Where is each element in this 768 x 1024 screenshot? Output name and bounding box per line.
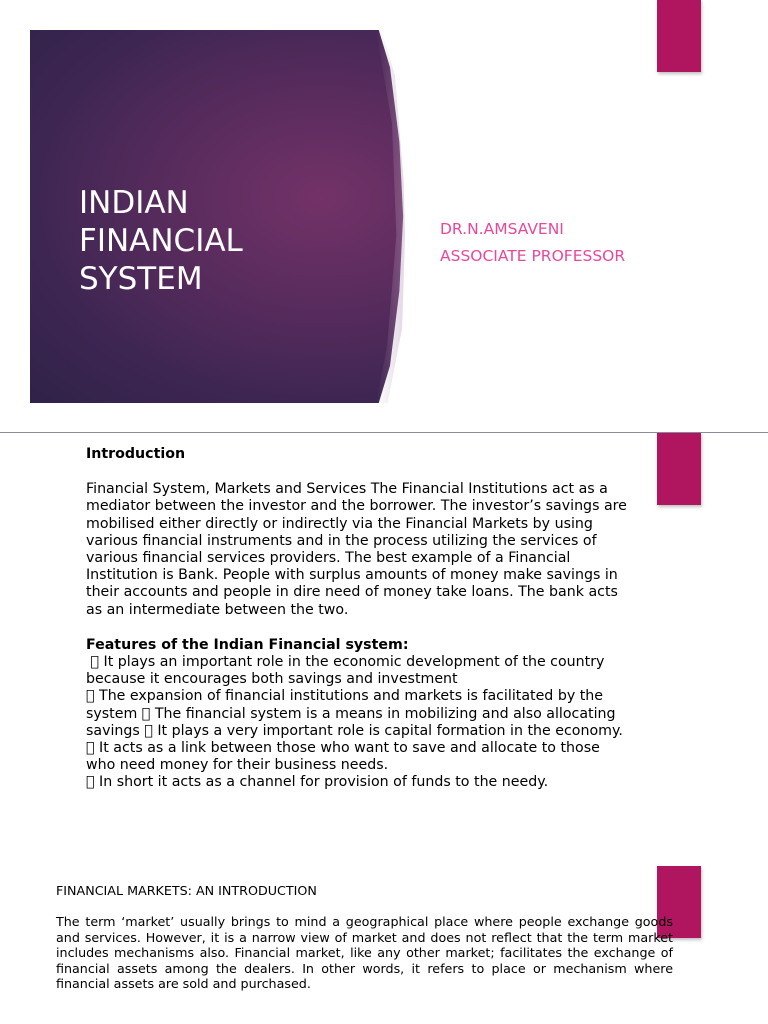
feature-line: system The financial system is a means in mobilizing and also allocating bbox=[86, 705, 603, 722]
feature-line: savings It plays a very important role is capital formation in the economy. bbox=[86, 722, 610, 739]
author-name: DR.N.AMSAVENI bbox=[440, 220, 564, 238]
page-divider bbox=[0, 432, 768, 433]
feature-line: It acts as a link between those who want to save and allocate to those bbox=[86, 740, 587, 757]
financial-markets-paragraph: The term ‘market’ usually brings to mind a geographical place where people exchange goods and services. However, it is a narrow view of market and does not reflect that the term market includes mechanisms also. Financial market, like any other market; facilitates the exchange of financial assets among the dealers. In other words, it refers to place or mechanism where financial assets are sold and purchased. bbox=[56, 914, 673, 992]
author-role: ASSOCIATE PROFESSOR bbox=[440, 247, 626, 265]
title-slide bbox=[0, 0, 768, 432]
financial-markets-section bbox=[56, 883, 673, 991]
feature-line: because it encourages both savings and investment bbox=[86, 671, 458, 688]
introduction-heading: Introduction bbox=[86, 446, 186, 462]
accent-bar-1 bbox=[657, 0, 701, 72]
feature-line: who need money for their business needs. bbox=[86, 757, 389, 774]
feature-line: The expansion of financial institutions and markets is facilitated by the bbox=[86, 688, 590, 705]
features-heading: Features of the Indian Financial system: bbox=[86, 636, 409, 653]
slide-title: INDIAN FINANCIAL SYSTEM bbox=[79, 185, 243, 297]
financial-markets-heading: FINANCIAL MARKETS: AN INTRODUCTION bbox=[56, 883, 317, 898]
features-list bbox=[86, 654, 638, 792]
introduction-section bbox=[86, 446, 638, 792]
feature-line: It plays an important role in the economic development of the country bbox=[86, 654, 601, 671]
subtitle-block bbox=[440, 216, 625, 270]
feature-line: In short it acts as a channel for provision of funds to the needy. bbox=[86, 774, 536, 791]
accent-bar-2 bbox=[657, 433, 701, 505]
introduction-paragraph: Financial System, Markets and Services The Financial Institutions act as a mediator between the investor and the borrower. The investor’s savings are mobilised either directly or indirectly via the Financial Markets by using various financial instruments and in the process utilizing the services of various financial services providers. The best example of a Financial Institution is Bank. People with surplus amounts of money make savings in their accounts and people in dire need of money take loans. The bank acts as an intermediate between the two. bbox=[86, 481, 627, 618]
